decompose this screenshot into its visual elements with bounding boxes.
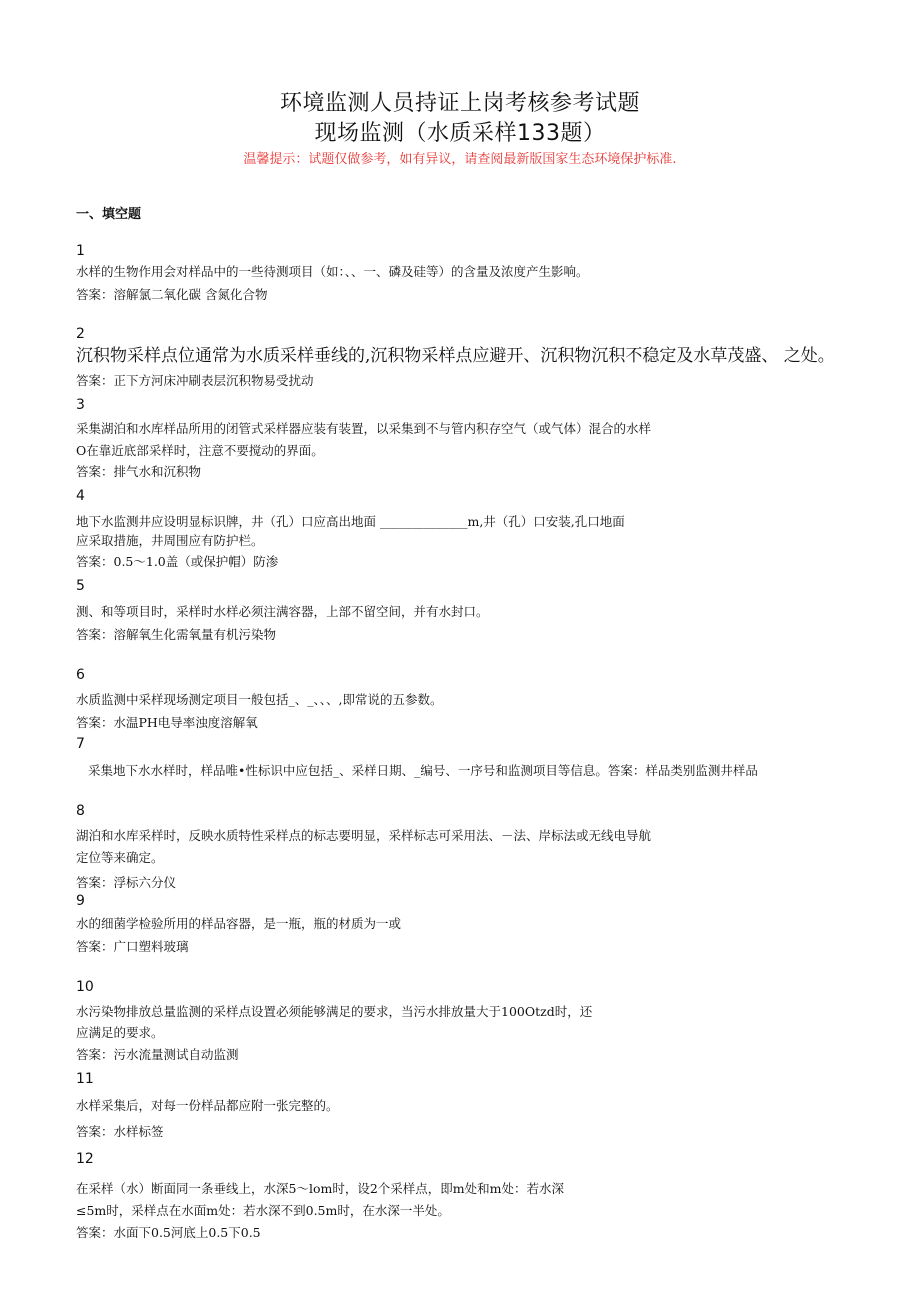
answer-text: 答案：水面下0.5河底上0.5下0.5 bbox=[76, 1225, 261, 1240]
question-text: 沉积物采样点位通常为水质采样垂线的,沉积物采样点应避开、沉积物沉积不稳定及水草茂盛、 之处。 bbox=[76, 346, 835, 366]
question-text: 水样采集后，对每一份样品都应附一张完整的。 bbox=[76, 1098, 339, 1113]
question-text: 湖泊和水库采样时，反映水质特性采样点的标志要明显，采样标志可采用法、－法、岸标法或无线电导航 bbox=[76, 828, 652, 843]
question-text: 采集地下水水样时，样品唯•性标识中应包括_、采样日期、_编号、一序号和监测项目等信息。答案：样品类别监测井样品 bbox=[88, 763, 758, 778]
question-number: 5 bbox=[76, 578, 85, 594]
question-number: 6 bbox=[76, 667, 85, 683]
question-number: 2 bbox=[76, 326, 85, 342]
question-text: 应采取措施，井周围应有防护栏。 bbox=[76, 533, 264, 548]
question-number: 8 bbox=[76, 803, 85, 819]
question-text: 水样的生物作用会对样品中的一些待测项目（如：、、一、磷及硅等）的含量及浓度产生影响。 bbox=[76, 264, 589, 279]
question-number: 9 bbox=[76, 893, 85, 909]
question-number: 10 bbox=[76, 979, 94, 995]
question-text: 水的细菌学检验所用的样品容器，是一瓶，瓶的材质为一或 bbox=[76, 916, 402, 931]
answer-text: 答案：正下方河床冲刷表层沉积物易受扰动 bbox=[76, 373, 314, 388]
question-number: 4 bbox=[76, 488, 85, 504]
question-text: 在采样（水）断面同一条垂线上，水深5～lom时，设2个采样点，即m处和m处：若水深 bbox=[76, 1181, 564, 1196]
question-number: 11 bbox=[76, 1071, 94, 1087]
section-heading: 一、填空题 bbox=[76, 207, 142, 222]
warm-tip: 温馨提示：试题仅做参考，如有异议，请查阅最新版国家生态环境保护标准. bbox=[243, 152, 677, 167]
answer-text: 答案：广口塑料玻璃 bbox=[76, 939, 189, 954]
answer-text: 答案：浮标六分仪 bbox=[76, 875, 177, 890]
answer-text: 答案：水样标签 bbox=[76, 1124, 164, 1139]
answer-text: 答案：污水流量测试自动监测 bbox=[76, 1047, 239, 1062]
question-text: 地下水监测井应设明显标识牌，井（孔）口应高出地面 ______________m,井（孔）口安装,孔口地面 bbox=[76, 514, 625, 529]
question-number: 3 bbox=[76, 397, 85, 413]
question-text: 水质监测中采样现场测定项目一般包括_、_、、、,即常说的五参数。 bbox=[76, 692, 443, 707]
doc-subtitle: 现场监测（水质采样133题） bbox=[314, 121, 606, 146]
doc-title: 环境监测人员持证上岗考核参考试题 bbox=[279, 91, 640, 116]
question-text: 定位等来确定。 bbox=[76, 850, 164, 865]
answer-text: 答案：水温PH电导率浊度溶解氧 bbox=[76, 715, 258, 730]
question-text: 水污染物排放总量监测的采样点设置必须能够满足的要求，当污水排放量大于100Otzd时，还 bbox=[76, 1004, 593, 1019]
answer-text: 答案：溶解氯二氧化碳 含氮化合物 bbox=[76, 287, 268, 302]
question-number: 7 bbox=[76, 736, 85, 752]
question-text: O在靠近底部采样时，注意不要搅动的界面。 bbox=[76, 443, 324, 458]
answer-text: 答案：0.5～1.0盖（或保护帽）防渗 bbox=[76, 554, 279, 569]
question-number: 1 bbox=[76, 243, 85, 259]
question-number: 12 bbox=[76, 1151, 94, 1167]
question-text: ≤5m时，采样点在水面m处：若水深不到0.5m时，在水深一半处。 bbox=[76, 1203, 450, 1218]
question-text: 测、和等项目时，采样时水样必须注满容器，上部不留空间，并有水封口。 bbox=[76, 604, 489, 619]
answer-text: 答案：排气水和沉积物 bbox=[76, 464, 202, 479]
question-text: 应满足的要求。 bbox=[76, 1025, 164, 1040]
answer-text: 答案：溶解氧生化需氧量有机污染物 bbox=[76, 627, 277, 642]
question-text: 采集湖泊和水库样品所用的闭管式采样器应装有装置，以采集到不与管内积存空气（或气体）混合的水样 bbox=[76, 421, 652, 436]
